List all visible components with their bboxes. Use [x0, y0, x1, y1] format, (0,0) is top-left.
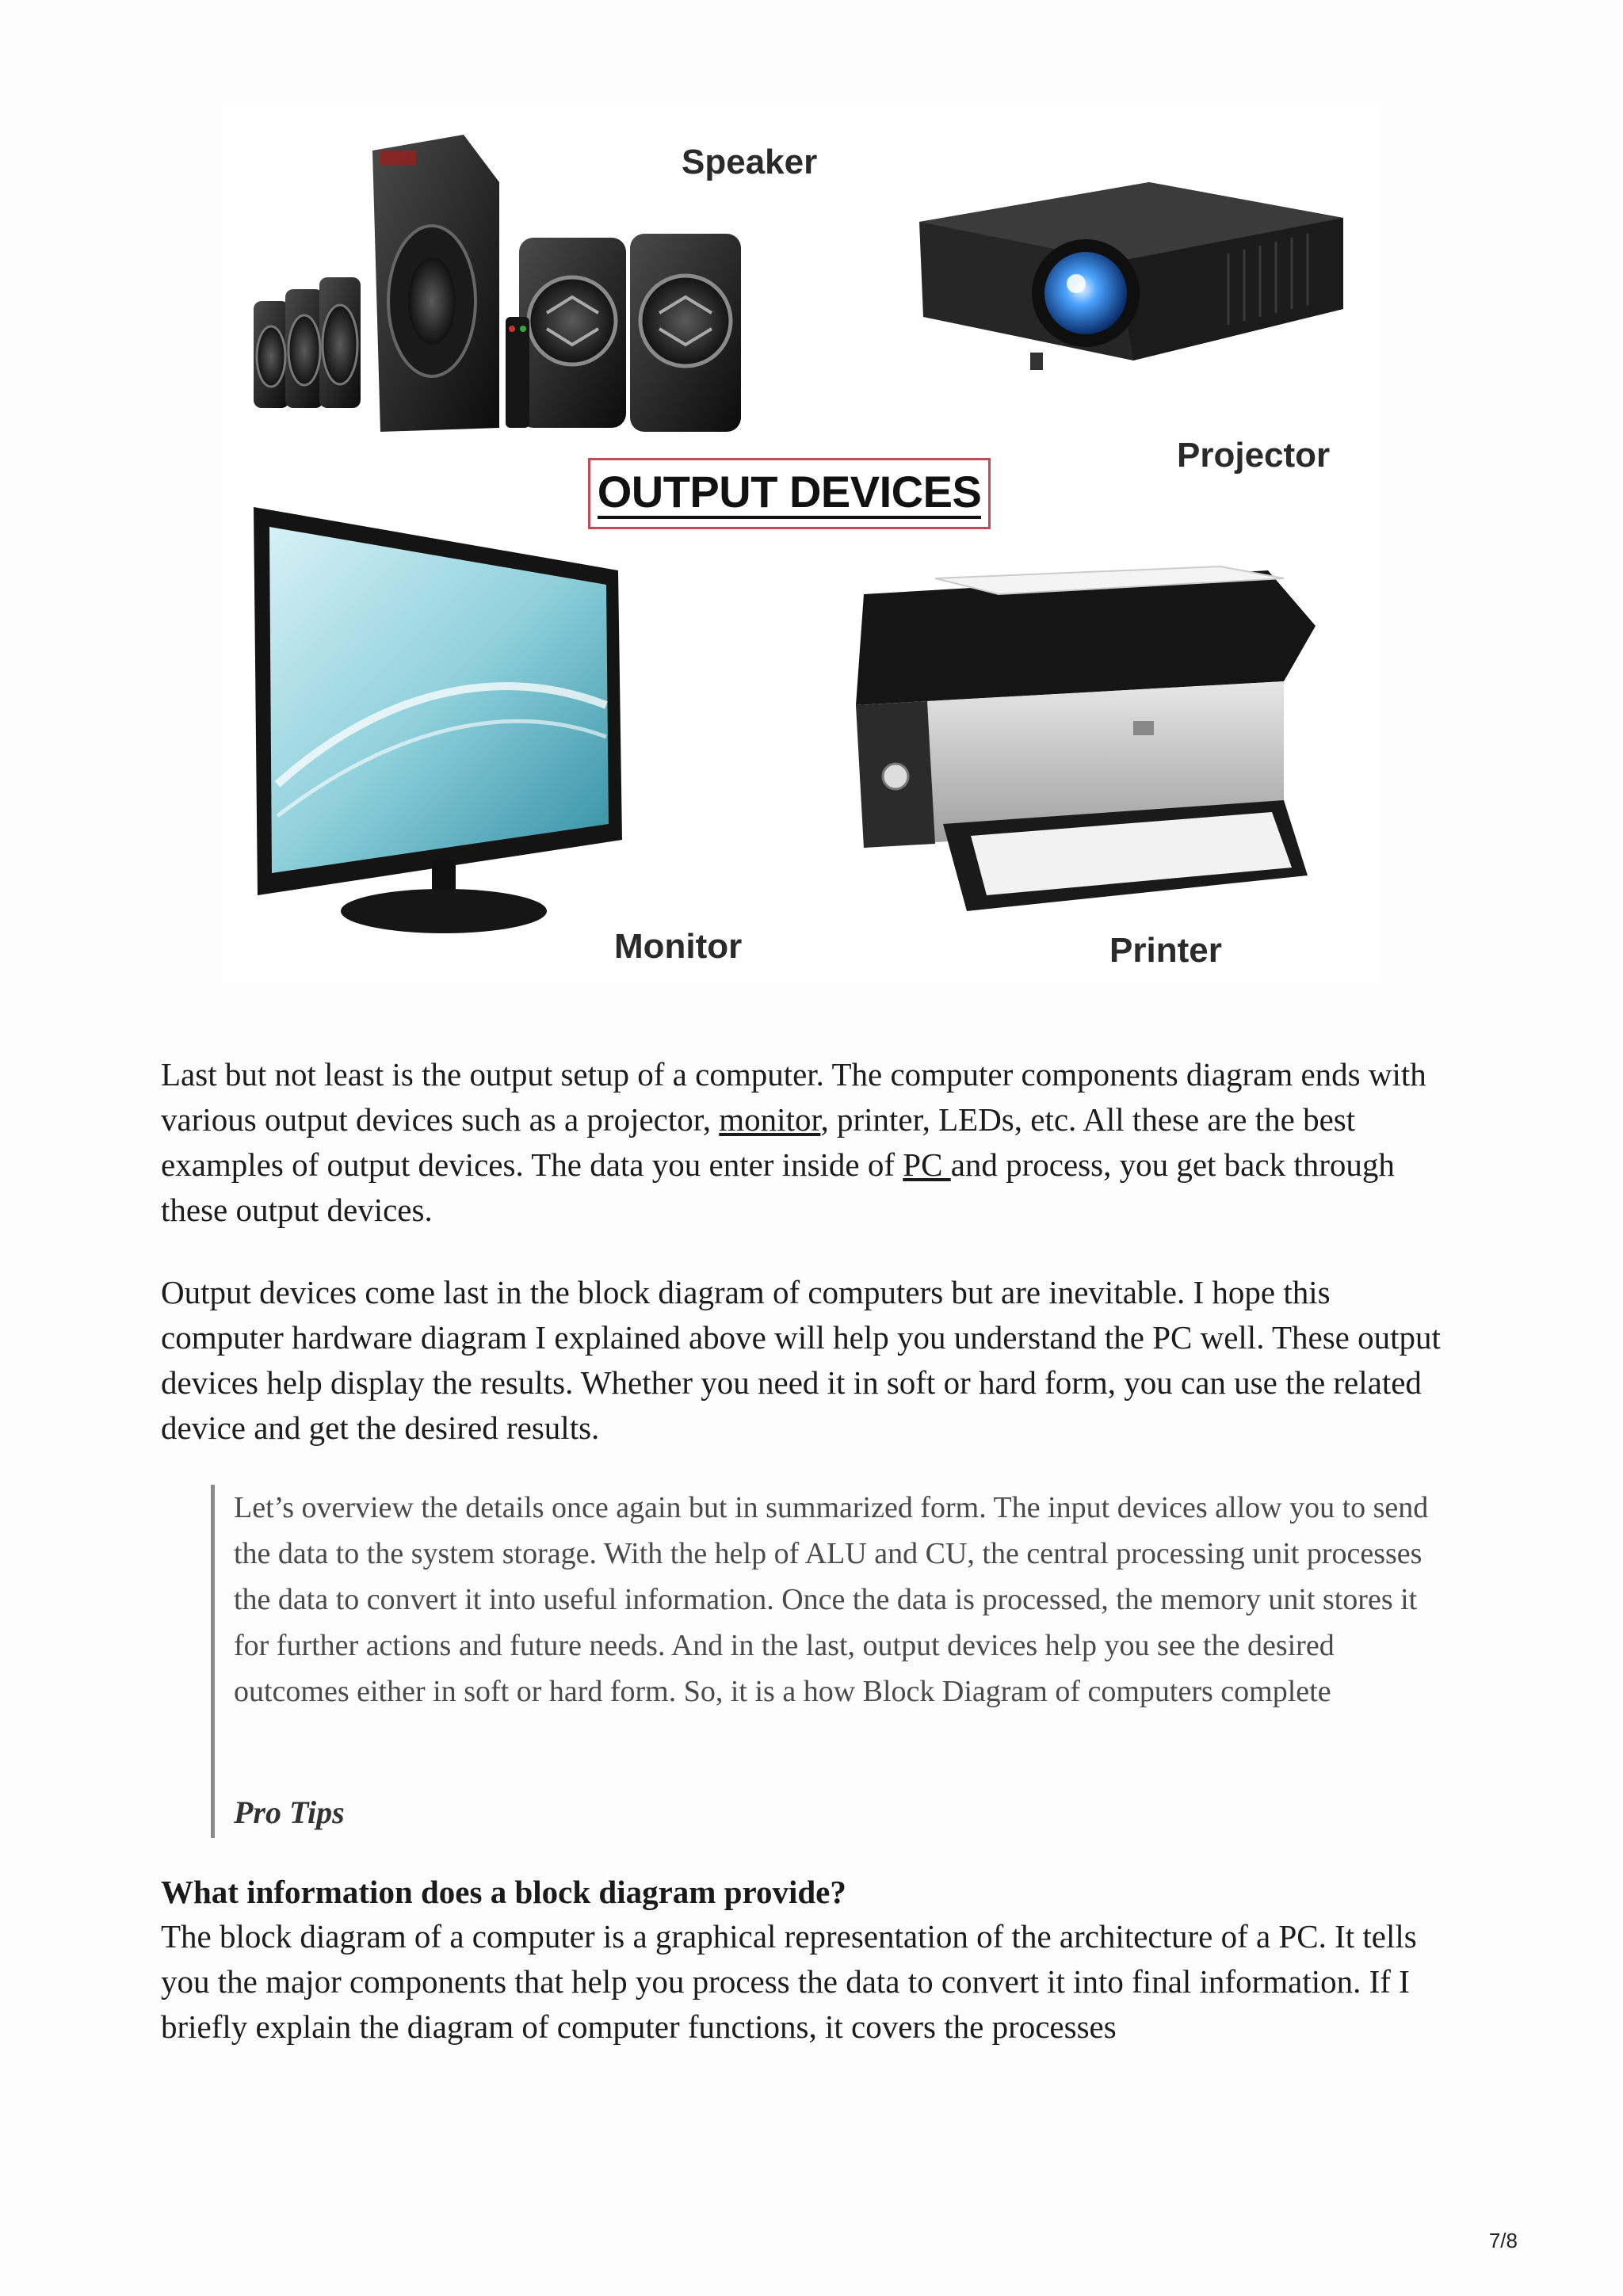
section-body: The block diagram of a computer is a graphical representation of the architecture of a PC. It tells you the major components that help you process the data to convert it into final information. If I briefly explain the diagram of computer functions, it covers the processes — [161, 1918, 1417, 2045]
figure-title: OUTPUT DEVICES — [598, 468, 982, 519]
printer-label: Printer — [1109, 931, 1222, 970]
blockquote-text: Let’s overview the details once again but in summarized form. The input devices allow you to send the data to the system storage. With the help of ALU and CU, the central processing unit processes the data to convert it into useful information. Once the data is processed, the memory unit stores it for further actions and future needs. And in the last, output devices help you see the desired outcomes either in soft or hard form. So, it is a how Block Diagram of computers complete — [234, 1491, 1429, 1708]
monitor-label: Monitor — [614, 927, 743, 966]
paragraph-output-setup — [161, 1052, 1461, 1233]
printer-image — [840, 563, 1331, 935]
monitor-link[interactable]: monitor — [719, 1101, 821, 1138]
pc-link[interactable]: PC — [903, 1146, 951, 1183]
paragraph-text: and process, you get back through these output devices. — [161, 1146, 1395, 1228]
projector-image — [911, 151, 1355, 412]
paragraph-text: Last but not least is the output setup of a computer. The computer components diagram ends with various output devices such as a projector, — [161, 1056, 1426, 1138]
paragraph-text: , printer, LEDs, etc. All these are the best examples of output devices. The data you enter inside of — [161, 1101, 1356, 1183]
speaker-label: Speaker — [682, 143, 818, 181]
section-heading: What information does a block diagram provide? — [161, 1874, 846, 1910]
summary-blockquote — [211, 1485, 1451, 1838]
monitor-image — [246, 499, 658, 943]
output-devices-figure — [222, 103, 1379, 982]
pro-tips-label: Pro Tips — [234, 1794, 345, 1830]
paragraph-output-devices: Output devices come last in the block diagram of computers but are inevitable. I hope this computer hardware diagram I explained above will help you understand the PC well. These output devices help display the results. Whether you need it in soft or hard form, you can use the related device and get the desired results. — [161, 1274, 1441, 1446]
projector-label: Projector — [1177, 436, 1331, 475]
page-number: 7/8 — [1488, 2229, 1518, 2252]
